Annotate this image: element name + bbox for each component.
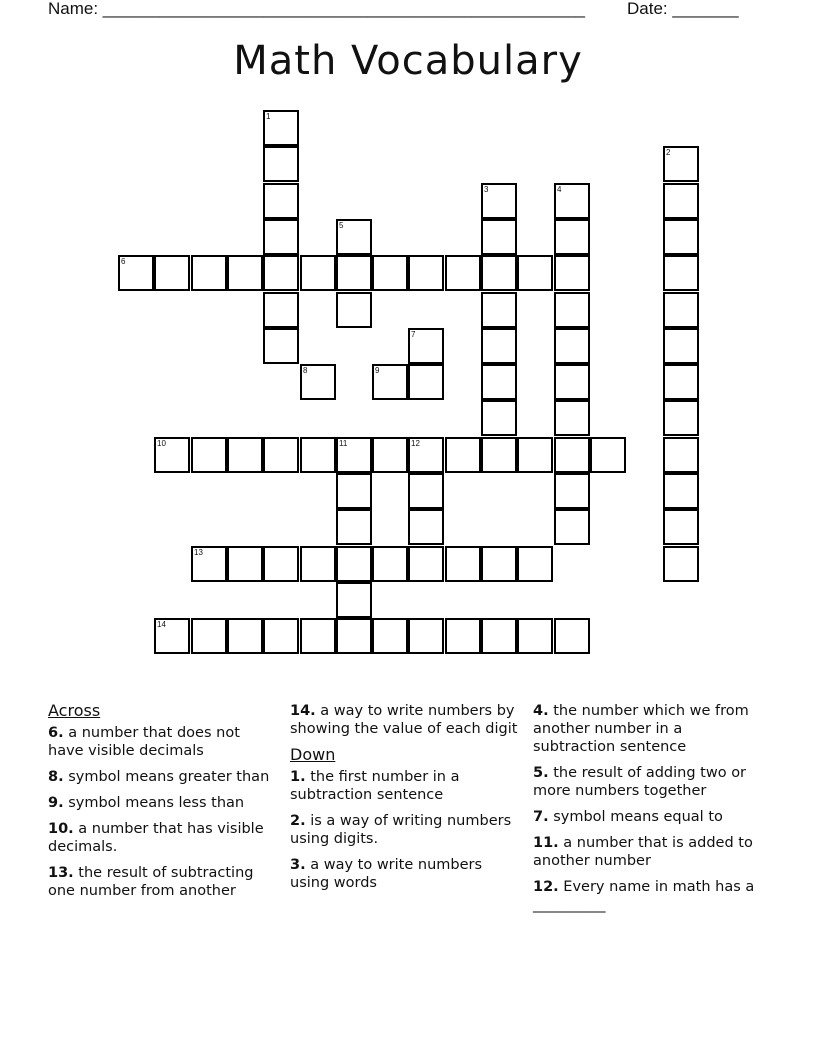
crossword-cell[interactable]: [227, 255, 263, 291]
clue-across-10: [48, 820, 270, 856]
crossword-cell[interactable]: [554, 400, 590, 436]
clue-number-label: 6: [121, 257, 126, 266]
crossword-cell[interactable]: [336, 219, 372, 255]
clue-number: 7.: [533, 809, 549, 825]
crossword-cell[interactable]: [408, 255, 444, 291]
clue-number-label: 3: [484, 185, 489, 194]
crossword-cell[interactable]: [554, 437, 590, 473]
crossword-cell[interactable]: [408, 437, 444, 473]
crossword-cell[interactable]: [663, 364, 699, 400]
crossword-cell[interactable]: [517, 437, 553, 473]
crossword-cell[interactable]: [336, 255, 372, 291]
crossword-cell[interactable]: [372, 546, 408, 582]
crossword-cell[interactable]: [554, 364, 590, 400]
crossword-cell[interactable]: [663, 219, 699, 255]
crossword-cell[interactable]: [336, 292, 372, 328]
crossword-cell[interactable]: [663, 400, 699, 436]
crossword-cell[interactable]: [481, 183, 517, 219]
crossword-cell[interactable]: [663, 292, 699, 328]
crossword-cell[interactable]: [481, 292, 517, 328]
clue-number: 11.: [533, 835, 559, 851]
crossword-cell[interactable]: [227, 546, 263, 582]
clue-number: 10.: [48, 821, 74, 837]
clue-number: 14.: [290, 703, 316, 719]
clue-number-label: 13: [194, 548, 203, 557]
crossword-cell[interactable]: [263, 292, 299, 328]
crossword-cell[interactable]: [227, 618, 263, 654]
crossword-cell[interactable]: [663, 473, 699, 509]
crossword-cell[interactable]: [408, 546, 444, 582]
date-field-label: Date: _______: [627, 0, 739, 18]
crossword-cell[interactable]: [408, 364, 444, 400]
crossword-cell[interactable]: [408, 328, 444, 364]
crossword-cell[interactable]: [191, 618, 227, 654]
crossword-cell[interactable]: [300, 364, 336, 400]
clue-number: 13.: [48, 865, 74, 881]
crossword-cell[interactable]: [154, 255, 190, 291]
crossword-cell[interactable]: [372, 364, 408, 400]
crossword-cell[interactable]: [554, 292, 590, 328]
clue-number-label: 11: [339, 439, 348, 448]
clue-number-label: 2: [666, 148, 671, 157]
clue-text: a way to write numbers using words: [290, 857, 483, 891]
crossword-cell[interactable]: [481, 437, 517, 473]
crossword-cell[interactable]: [554, 618, 590, 654]
clue-text: the result of subtracting one number from another: [48, 865, 254, 899]
clue-text: the number which we from another number in a subtraction sentence: [533, 703, 749, 755]
crossword-cell[interactable]: [336, 437, 372, 473]
crossword-cell[interactable]: [300, 546, 336, 582]
clue-text: a way to write numbers by showing the value of each digit: [290, 703, 518, 737]
crossword-cell[interactable]: [372, 618, 408, 654]
crossword-cell[interactable]: [481, 546, 517, 582]
crossword-cell[interactable]: [191, 546, 227, 582]
crossword-cell[interactable]: [263, 546, 299, 582]
crossword-cell[interactable]: [263, 146, 299, 182]
crossword-cell[interactable]: [663, 437, 699, 473]
crossword-cell[interactable]: [663, 509, 699, 545]
crossword-cell[interactable]: [263, 183, 299, 219]
crossword-cell[interactable]: [481, 328, 517, 364]
page-title: Math Vocabulary: [233, 38, 583, 84]
crossword-cell[interactable]: [263, 618, 299, 654]
clue-number-label: 7: [411, 330, 416, 339]
clue-across-6: [48, 724, 270, 760]
clue-across-13: [48, 864, 270, 900]
clue-across-9: [48, 794, 270, 812]
clue-number-label: 5: [339, 221, 344, 230]
crossword-cell[interactable]: [263, 110, 299, 146]
crossword-cell[interactable]: [191, 437, 227, 473]
clue-number: 3.: [290, 857, 306, 873]
clue-column-3: [533, 702, 763, 922]
crossword-cell[interactable]: [663, 328, 699, 364]
clue-down-11: [533, 834, 763, 870]
clue-across-14: [290, 702, 522, 738]
clue-number-label: 14: [157, 620, 166, 629]
clue-number: 9.: [48, 795, 64, 811]
crossword-cell[interactable]: [445, 255, 481, 291]
crossword-cell[interactable]: [263, 219, 299, 255]
crossword-cell[interactable]: [336, 546, 372, 582]
clue-text: symbol means greater than: [68, 769, 270, 785]
crossword-cell[interactable]: [517, 618, 553, 654]
clue-number: 4.: [533, 703, 549, 719]
clue-number: 6.: [48, 725, 64, 741]
crossword-cell[interactable]: [663, 546, 699, 582]
clue-number: 1.: [290, 769, 306, 785]
clue-text: symbol means equal to: [553, 809, 723, 825]
crossword-cell[interactable]: [154, 618, 190, 654]
crossword-cell[interactable]: [554, 473, 590, 509]
clue-down-5: [533, 764, 763, 800]
crossword-cell[interactable]: [663, 255, 699, 291]
crossword-cell[interactable]: [554, 219, 590, 255]
clue-number-label: 4: [557, 185, 562, 194]
across-heading: Across: [48, 701, 101, 720]
crossword-cell[interactable]: [263, 255, 299, 291]
clue-number: 5.: [533, 765, 549, 781]
clue-down-1: [290, 768, 522, 804]
crossword-cell[interactable]: [227, 437, 263, 473]
crossword-cell[interactable]: [263, 437, 299, 473]
crossword-cell[interactable]: [445, 437, 481, 473]
crossword-cell[interactable]: [300, 618, 336, 654]
crossword-cell[interactable]: [372, 255, 408, 291]
clue-column-1: [48, 702, 270, 908]
crossword-cell[interactable]: [554, 509, 590, 545]
clue-text: the first number in a subtraction sentence: [290, 769, 460, 803]
clue-number-label: 8: [303, 366, 308, 375]
crossword-cell[interactable]: [663, 146, 699, 182]
clue-down-2: [290, 812, 522, 848]
crossword-cell[interactable]: [263, 328, 299, 364]
crossword-cell[interactable]: [481, 400, 517, 436]
crossword-cell[interactable]: [372, 437, 408, 473]
crossword-cell[interactable]: [481, 364, 517, 400]
crossword-cell[interactable]: [554, 255, 590, 291]
clue-number-label: 1: [266, 112, 271, 121]
clue-number-label: 9: [375, 366, 380, 375]
crossword-cell[interactable]: [481, 255, 517, 291]
crossword-cell[interactable]: [300, 255, 336, 291]
crossword-cell[interactable]: [481, 219, 517, 255]
clue-down-4: [533, 702, 763, 756]
crossword-cell[interactable]: [663, 183, 699, 219]
clue-column-2: [290, 702, 522, 900]
clue-number-label: 10: [157, 439, 166, 448]
clue-text: a number that has visible decimals.: [48, 821, 264, 855]
crossword-cell[interactable]: [300, 437, 336, 473]
name-field-label: Name: ___________________________________________________: [48, 0, 585, 18]
clue-number: 12.: [533, 879, 559, 895]
crossword-cell[interactable]: [336, 582, 372, 618]
clue-text: a number that does not have visible decimals: [48, 725, 240, 759]
clue-text: is a way of writing numbers using digits.: [290, 813, 512, 847]
crossword-cell[interactable]: [445, 618, 481, 654]
clue-down-3: [290, 856, 522, 892]
crossword-cell[interactable]: [590, 437, 626, 473]
crossword-cell[interactable]: [336, 509, 372, 545]
clue-text: the result of adding two or more numbers together: [533, 765, 747, 799]
crossword-cell[interactable]: [517, 255, 553, 291]
crossword-cell[interactable]: [481, 618, 517, 654]
clue-down-12: [533, 878, 763, 914]
crossword-cell[interactable]: [445, 546, 481, 582]
clue-across-8: [48, 768, 270, 786]
clue-number: 2.: [290, 813, 306, 829]
clue-number: 8.: [48, 769, 64, 785]
down-heading: Down: [290, 745, 336, 764]
crossword-cell[interactable]: [336, 473, 372, 509]
crossword-cell[interactable]: [554, 183, 590, 219]
crossword-cell[interactable]: [408, 618, 444, 654]
crossword-cell[interactable]: [408, 473, 444, 509]
clue-text: symbol means less than: [68, 795, 245, 811]
clue-down-7: [533, 808, 763, 826]
crossword-cell[interactable]: [118, 255, 154, 291]
crossword-cell[interactable]: [154, 437, 190, 473]
crossword-cell[interactable]: [408, 509, 444, 545]
clue-text: Every name in math has a __________: [533, 879, 755, 913]
clue-number-label: 12: [411, 439, 420, 448]
clue-text: a number that is added to another number: [533, 835, 753, 869]
crossword-cell[interactable]: [191, 255, 227, 291]
crossword-cell[interactable]: [554, 328, 590, 364]
crossword-cell[interactable]: [336, 618, 372, 654]
crossword-cell[interactable]: [517, 546, 553, 582]
